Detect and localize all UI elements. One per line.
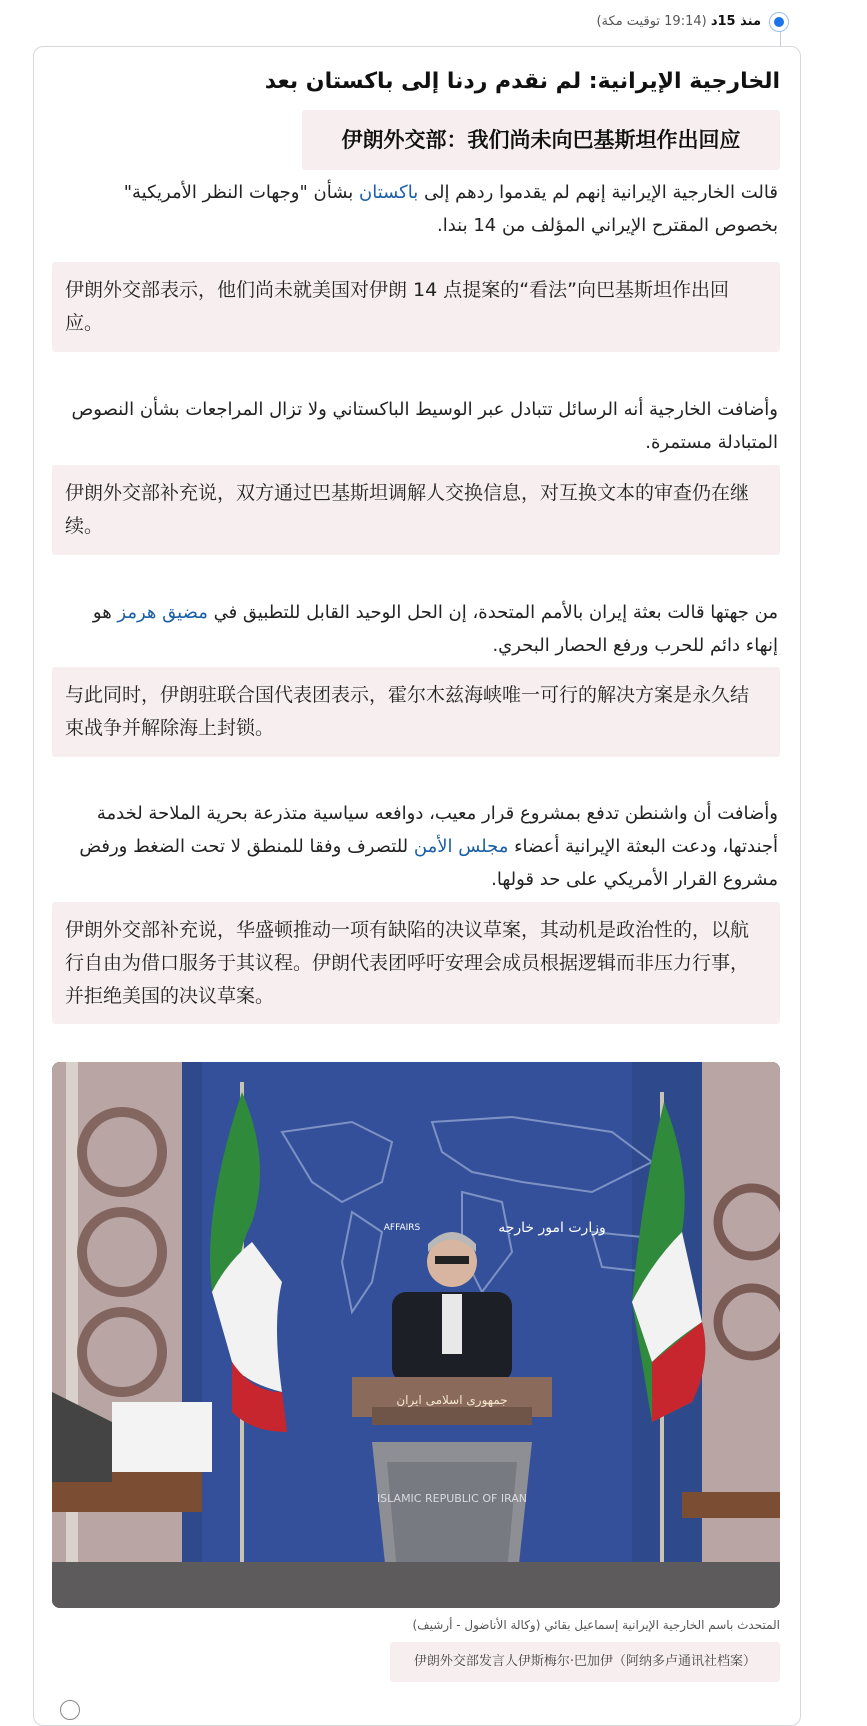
paragraph-text: من جهتها قالت بعثة إيران بالأمم المتحدة، إن الحل الوحيد القابل للتطبيق في [207,602,778,623]
time-clock: (19:14 توقيت مكة) [596,14,707,29]
podium-front-text: ISLAMIC REPUBLIC OF IRAN [376,1492,528,1505]
link-strait-of-hormuz[interactable]: مضيق هرمز [117,602,208,623]
photo-caption-chinese: 伊朗外交部发言人伊斯梅尔·巴加伊（阿纳多卢通讯社档案） [390,1642,780,1682]
press-conference-illustration [52,1062,780,1608]
share-icon[interactable] [60,1700,80,1720]
paragraph-text: للتصرف وفقا للمنطق لا تحت الضغط ورفض مشروع القرار الأمريكي على حد قولها. [79,836,778,890]
wall-sign-text-en: AFFAIRS [383,1223,421,1233]
post-timestamp [596,14,761,29]
article-photo[interactable] [52,1062,780,1608]
paragraph-3-chinese: 与此同时，伊朗驻联合国代表团表示，霍尔木兹海峡唯一可行的解决方案是永久结束战争并解除海上封锁。 [52,667,780,757]
paragraph-4-arabic [55,797,778,896]
podium-top-text: جمهوری اسلامی ایران [396,1393,508,1407]
paragraph-text: بشأن "وجهات النظر الأمريكية" بخصوص المقترح الإيراني المؤلف من 14 بندا. [123,182,778,236]
headline-arabic: الخارجية الإيرانية: لم نقدم ردنا إلى باكستان بعد [264,69,780,94]
link-pakistan[interactable]: باكستان [358,182,419,203]
paragraph-2-arabic: وأضافت الخارجية أنه الرسائل تتبادل عبر الوسيط الباكستاني ولا تزال المراجعات بشأن النصوص المتبادلة مستمرة. [71,399,778,453]
paragraph-3-arabic [55,596,778,662]
time-ago: منذ 15د [710,14,761,29]
headline-chinese: 伊朗外交部：我们尚未向巴基斯坦作出回应 [302,110,780,170]
paragraph-1-chinese: 伊朗外交部表示，他们尚未就美国对伊朗 14 点提案的“看法”向巴基斯坦作出回应。 [52,262,780,352]
paragraph-4-chinese: 伊朗外交部补充说，华盛顿推动一项有缺陷的决议草案，其动机是政治性的，以航行自由为借口服务于其议程。伊朗代表团呼吁安理会成员根据逻辑而非压力行事，并拒绝美国的决议草案。 [52,902,780,1024]
paragraph-text: قالت الخارجية الإيرانية إنهم لم يقدموا ردهم إلى [418,182,778,203]
paragraph-text: هو إنهاء دائم للحرب ورفع الحصار البحري. [92,602,778,656]
link-security-council[interactable]: مجلس الأمن [413,836,509,857]
paragraph-text: وأضافت أن واشنطن تدفع بمشروع قرار معيب، دوافعه سياسية متذرعة بحرية الملاحة لخدمة أجندتها، ودعت البعثة الإيرانية أعضاء [96,803,778,857]
paragraph-2-chinese: 伊朗外交部补充说，双方通过巴基斯坦调解人交换信息，对互换文本的审查仍在继续。 [52,465,780,555]
photo-caption-arabic: المتحدث باسم الخارجية الإيرانية إسماعيل بقائي (وكالة الأناضول - أرشيف) [412,1618,780,1632]
wall-sign-text: وزارت امور خارجه [498,1220,606,1236]
timeline-dot-icon [769,12,789,32]
paragraph-1-arabic [55,176,778,242]
